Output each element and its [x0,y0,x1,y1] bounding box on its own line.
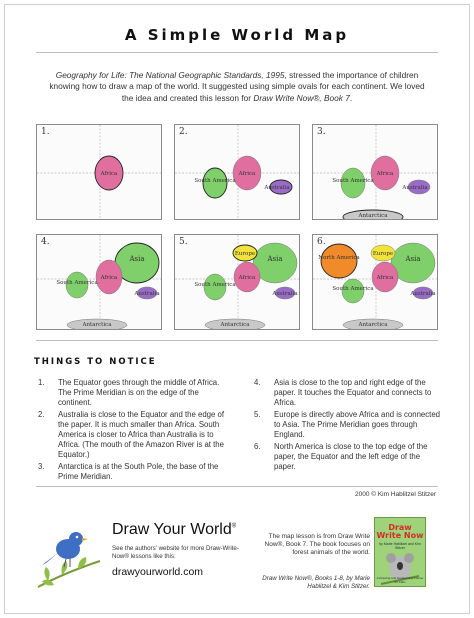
map-step-4 [36,234,162,330]
intro-text: , stressed the importance of children knowing how to draw a map of the world. It suggested using simple ovals for each continent. We loved the idea and created this lesson for [49,70,425,103]
map-step-6-drawing [313,235,438,330]
map-steps-grid [36,124,438,330]
step-number: 4. [41,237,50,247]
map-step-1-drawing [37,125,162,220]
notice-item [250,410,442,440]
notice-item [250,442,442,472]
intro-end: . [349,92,353,103]
book-cover-tagline: A Drawing and Handwriting Course for Kids! [376,576,424,584]
notice-text: Antarctica is at the South Pole, the base of the Prime Meridian. [58,462,219,481]
notice-item [34,378,234,408]
book-cover-title: Draw Write Now [376,523,424,540]
intro-citation: Geography for Life: The National Geographic Standards, 1995 [55,70,285,80]
africa-label: Africa [376,171,394,177]
africa-label: Africa [100,275,118,281]
antarctica-label: Antarctica [220,322,250,328]
notice-number: 2. [38,410,45,419]
antarctica-label: Antarctica [358,213,388,219]
asia-label: Asia [129,255,145,263]
notice-number: 4. [254,378,261,387]
step-number: 2. [179,127,188,137]
notice-item [34,410,234,460]
footer-series-info: Draw Write Now®, Books 1-8, by Marie Hablitzel & Kim Stitzer. [262,575,370,590]
footer-brand-name: Draw Your World [112,521,232,538]
intro-paragraph [44,70,430,104]
bird-on-branch-icon [34,515,104,595]
notice-number: 6. [254,442,261,451]
south-america-label: South America [194,178,236,184]
page-title: A Simple World Map [124,26,350,44]
book-cover-image [374,517,426,587]
copyright-notice: 2000 © Kim Hablitzel Stitzer [354,491,436,498]
south-america-label: South America [56,280,98,286]
map-step-2-drawing [175,125,300,220]
south-america-label: South America [194,282,236,288]
footer-brand [112,521,236,539]
step-number: 6. [317,237,326,247]
footer-subtext: See the authors' website for more Draw-Write-Now® lessons like this: [112,545,239,560]
europe-label: Europe [372,251,394,257]
map-step-5 [174,234,300,330]
antarctica-label: Antarctica [358,322,388,328]
australia-label: Australia [264,185,290,191]
intro-book: Draw Write Now®, Book 7 [253,92,350,103]
things-to-notice-heading: THINGS TO NOTICE [34,357,157,367]
notice-list-right [250,378,442,474]
step-number: 3. [317,127,326,137]
asia-label: Asia [405,255,421,263]
map-step-2 [174,124,300,220]
notice-text: Asia is close to the top and right edge of the paper. It touches the Equator and connects to Africa. [274,378,432,407]
australia-label: Australia [134,291,160,297]
notice-text: Australia is close to the Equator and the edge of the paper. It is much smaller than Africa. South America is closer to Africa than Australia is to Africa. (The mouth of the Amazon River is at the Equator.) [58,410,225,459]
africa-label: Africa [376,275,394,281]
north-america-label: North America [318,255,360,261]
map-step-1 [36,124,162,220]
map-step-4-drawing [37,235,162,330]
australia-label: Australia [402,185,428,191]
asia-label: Asia [267,255,283,263]
notice-item [34,462,234,482]
antarctica-label: Antarctica [82,322,112,328]
footer-promo [34,511,440,599]
map-step-3-drawing [313,125,438,220]
notice-number: 3. [38,462,45,471]
europe-label: Europe [234,251,256,257]
africa-label: Africa [238,171,256,177]
south-america-label: South America [332,286,374,292]
australia-label: Australia [272,291,298,297]
south-america-label: South America [332,178,374,184]
step-number: 5. [179,237,188,247]
footer-divider [36,486,438,487]
section-divider [36,340,438,341]
map-step-3 [312,124,438,220]
notice-text: The Equator goes through the middle of Africa. The Prime Meridian is on the edge of the continent. [58,378,220,407]
map-step-6 [312,234,438,330]
notice-text: North America is close to the top edge of the paper, the Equator and the left edge of the paper. [274,442,428,471]
north-america-oval [321,244,357,278]
africa-label: Africa [238,275,256,281]
map-step-5-drawing [175,235,300,330]
notice-number: 5. [254,410,261,419]
notice-text: Europe is directly above Africa and is connected to Asia. The Prime Meridian goes through England. [274,410,440,439]
notice-item [250,378,442,408]
australia-label: Australia [410,291,436,297]
notice-number: 1. [38,378,45,387]
footer-book-info: The map lesson is from Draw Write Now®, Book 7. The book focuses on forest animals of the world. [264,533,370,556]
africa-label: Africa [100,171,118,177]
footer-brand-mark: ® [231,523,237,530]
book-cover-authors: by Marie Hablitzel and Kim Stitzer [379,542,421,550]
step-number: 1. [41,127,50,137]
title-divider [36,52,438,53]
notice-list-left [34,378,234,484]
footer-website-link[interactable]: drawyourworld.com [112,566,204,578]
